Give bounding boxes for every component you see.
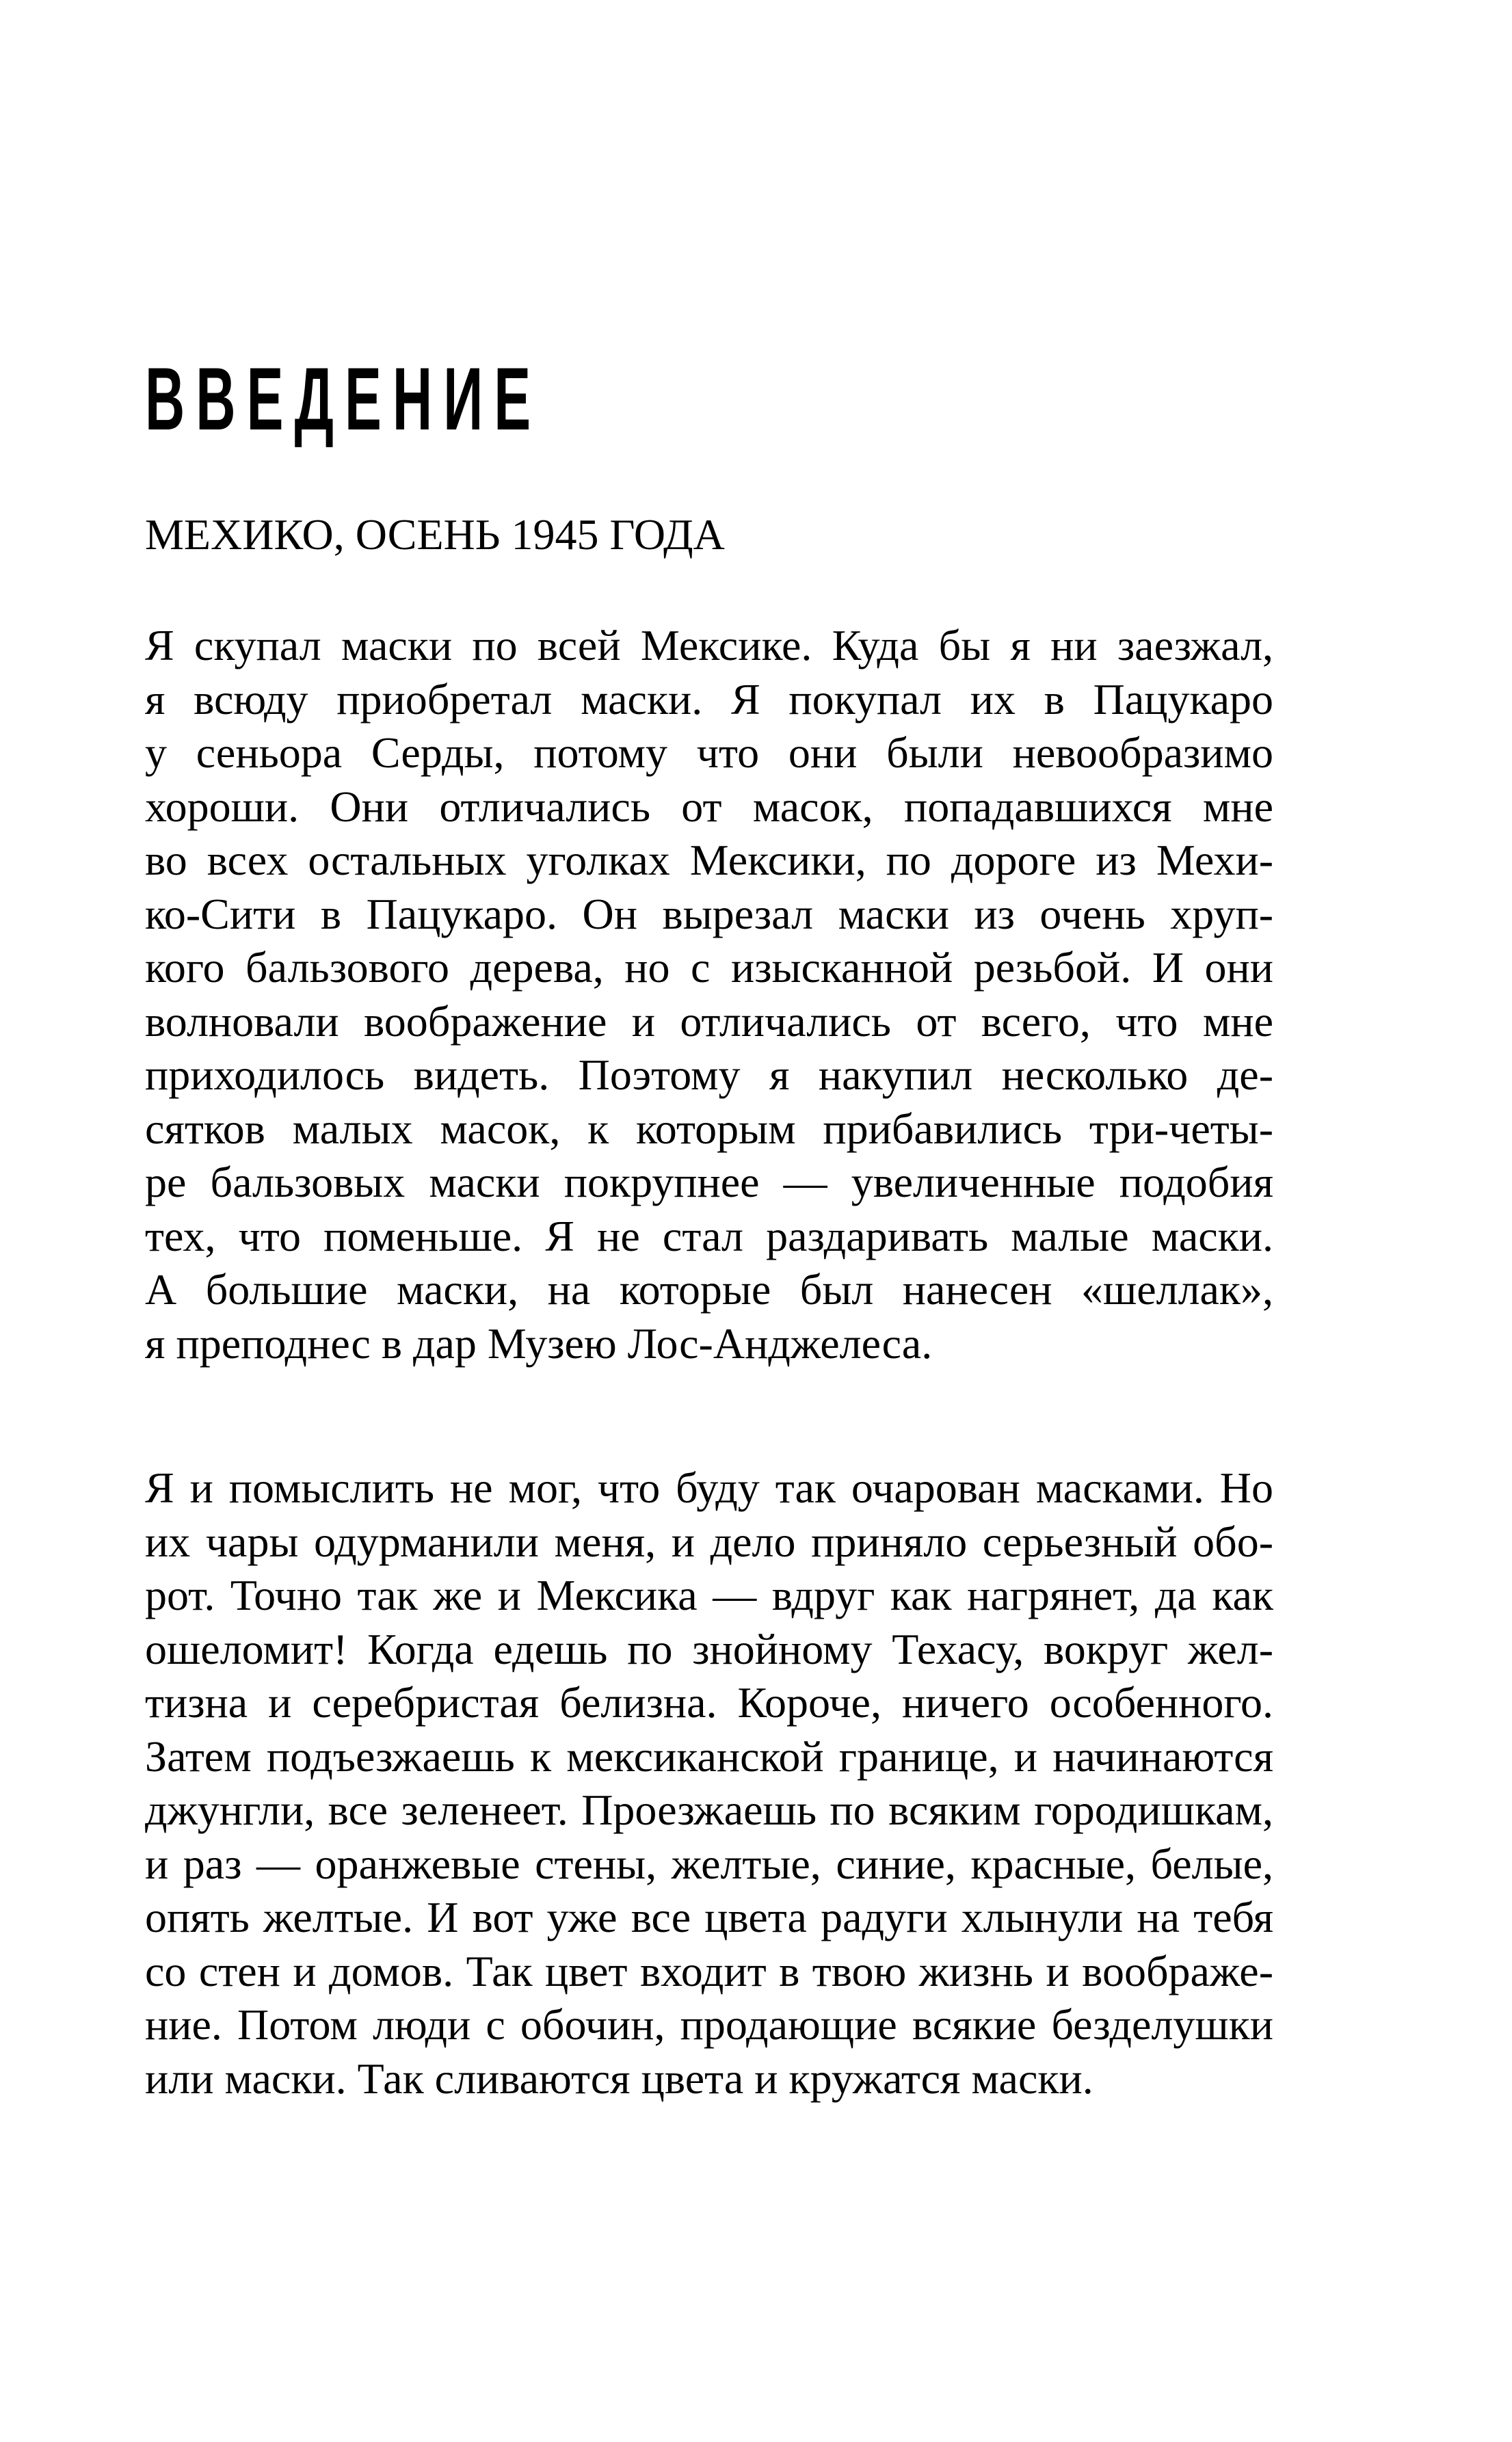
paragraph-1: [145, 619, 1273, 1370]
text-line: ко-Сити в Пацукаро. Он вырезал маски из очень хруп-: [145, 889, 1273, 938]
text-line: сятков малых масок, к которым прибавились три-четы-: [145, 1104, 1273, 1153]
text-line: опять желтые. И вот уже все цвета радуги хлынули на тебя: [145, 1893, 1273, 1941]
text-line: приходилось видеть. Поэтому я накупил несколько де-: [145, 1050, 1273, 1099]
text-line: волновали воображение и отличались от всего, что мне: [145, 996, 1273, 1046]
text-line: кого бальзового дерева, но с изысканной резьбой. И они: [145, 943, 1273, 992]
text-line: со стен и домов. Так цвет входит в твою жизнь и воображе-: [145, 1946, 1273, 1995]
text-line: и раз — оранжевые стены, желтые, синие, красные, белые,: [145, 1839, 1273, 1888]
text-line: Я и помыслить не мог, что буду так очарован масками. Но: [145, 1463, 1273, 1512]
text-line: Затем подъезжаешь к мексиканской границе, и начинаются: [145, 1731, 1273, 1781]
paragraph-2: [145, 1461, 1273, 2106]
text-line: или маски. Так сливаются цвета и кружатся маски.: [145, 2054, 1093, 2103]
text-line: во всех остальных уголках Мексики, по дороге из Мехи-: [145, 836, 1273, 884]
text-line: я всюду приобретал маски. Я покупал их в Пацукаро: [145, 674, 1273, 724]
text-line: А большие маски, на которые был нанесен «шеллак»,: [145, 1265, 1273, 1314]
text-line: у сеньора Серды, потому что они были невообразимо: [145, 728, 1273, 777]
text-line: джунгли, все зеленеет. Проезжаешь по всяким городишкам,: [145, 1786, 1273, 1834]
text-line: я преподнес в дар Музею Лос-Анджелеса.: [145, 1318, 933, 1368]
text-line: хороши. Они отличались от масок, попадавшихся мне: [145, 782, 1273, 831]
text-line: тизна и серебристая белизна. Короче, ничего особенного.: [145, 1678, 1273, 1727]
chapter-subtitle: МЕХИКО, ОСЕНЬ 1945 ГОДА: [145, 510, 725, 559]
text-line: тех, что поменьше. Я не стал раздаривать малые маски.: [145, 1211, 1273, 1260]
text-line: ошеломит! Когда едешь по знойному Техасу, вокруг жел-: [145, 1624, 1273, 1673]
text-line: ре бальзовых маски покрупнее — увеличенные подобия: [145, 1158, 1273, 1206]
text-line: Я скупал маски по всей Мексике. Куда бы я ни заезжал,: [145, 621, 1273, 669]
text-line: ние. Потом люди с обочин, продающие всякие безделушки: [145, 2000, 1273, 2049]
text-line: рот. Точно так же и Мексика — вдруг как нагрянет, да как: [145, 1571, 1273, 1619]
text-line: их чары одурманили меня, и дело приняло серьезный обо-: [145, 1517, 1273, 1566]
chapter-title: ВВЕДЕНИЕ: [145, 349, 542, 449]
